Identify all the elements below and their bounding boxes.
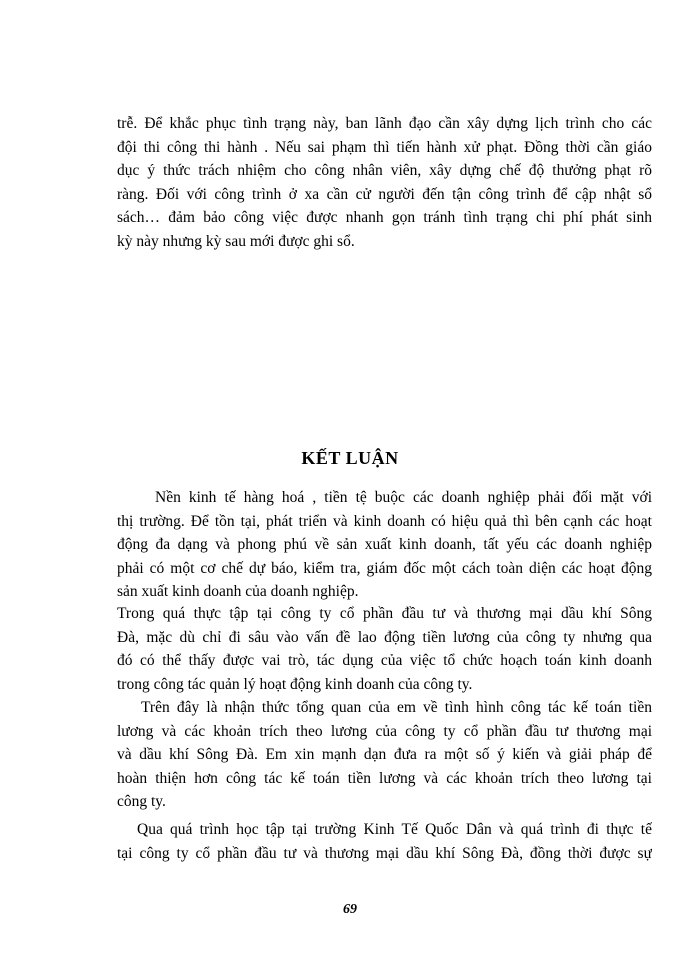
text-line: sản xuất kinh doanh của doanh nghiệp. — [117, 583, 359, 600]
text-line: đó có thể thấy được vai trò, tác dụng của việc tổ chức hoạch toán kinh doanh — [117, 652, 652, 669]
text-line: Đà, mặc dù chỉ đi sâu vào vấn đề lao động tiền lương của công ty nhưng qua — [117, 628, 652, 646]
conclusion-paragraph-1 — [117, 486, 652, 604]
text-line: Trong quá thực tập tại công ty cổ phần đầu tư và thương mại dầu khí Sông — [117, 605, 652, 622]
text-line: Qua quá trình học tập tại trường Kinh Tế Quốc Dân và quá trình đi thực tế — [137, 821, 652, 838]
section-heading: KẾT LUẬN — [301, 448, 399, 468]
conclusion-paragraph-3 — [117, 696, 652, 814]
text-line: dục ý thức trách nhiệm cho công nhân viên, xây dựng chế độ thưởng phạt rõ — [117, 162, 652, 179]
text-line: lương và các khoản trích theo lương của công ty cổ phần đầu tư thương mại — [117, 722, 652, 740]
intro-paragraph — [117, 112, 652, 253]
text-line: tại công ty cổ phần đầu tư và thương mại dầu khí Sông Đà, đồng thời được sự — [117, 844, 652, 862]
text-line: Nền kinh tế hàng hoá , tiền tệ buộc các doanh nghiệp phải đối mặt với — [155, 489, 652, 506]
conclusion-paragraph-4 — [117, 818, 652, 865]
text-line: sách… đảm bảo công việc được nhanh gọn tránh tình trạng chi phí phát sinh — [117, 209, 652, 226]
text-line: và dầu khí Sông Đà. Em xin mạnh dạn đưa ra một số ý kiến và giải pháp để — [117, 746, 652, 763]
text-line: trễ. Để khắc phục tình trạng này, ban lãnh đạo cần xây dựng lịch trình cho các — [117, 115, 652, 132]
text-line: trong công tác quản lý hoạt động kinh doanh của công ty. — [117, 675, 473, 693]
text-line: phải có một cơ chế dự báo, kiểm tra, giám đốc một cách toàn diện các hoạt động — [117, 559, 652, 577]
text-line: Trên đây là nhận thức tổng quan của em về tình hình công tác kế toán tiền — [141, 699, 652, 716]
page-number: 69 — [343, 902, 357, 917]
text-line: đội thi công thi hành . Nếu sai phạm thì tiến hành xử phạt. Đồng thời cần giáo — [117, 138, 652, 156]
text-line: ràng. Đối với công trình ở xa cần cử người đến tận công trình để cập nhật sổ — [117, 185, 652, 203]
text-line: động đa dạng và phong phú về sản xuất kinh doanh, tất yếu các doanh nghiệp — [117, 536, 652, 553]
conclusion-paragraph-2 — [117, 602, 652, 696]
text-line: công ty. — [117, 793, 166, 810]
text-line: thị trường. Để tồn tại, phát triển và kinh doanh có hiệu quả thì bên cạnh các hoạt — [117, 512, 652, 530]
text-line: kỳ này nhưng kỳ sau mới được ghi sổ. — [117, 232, 355, 250]
text-line: hoàn thiện hơn công tác kế toán tiền lương và các khoản trích theo lương tại — [117, 769, 652, 787]
